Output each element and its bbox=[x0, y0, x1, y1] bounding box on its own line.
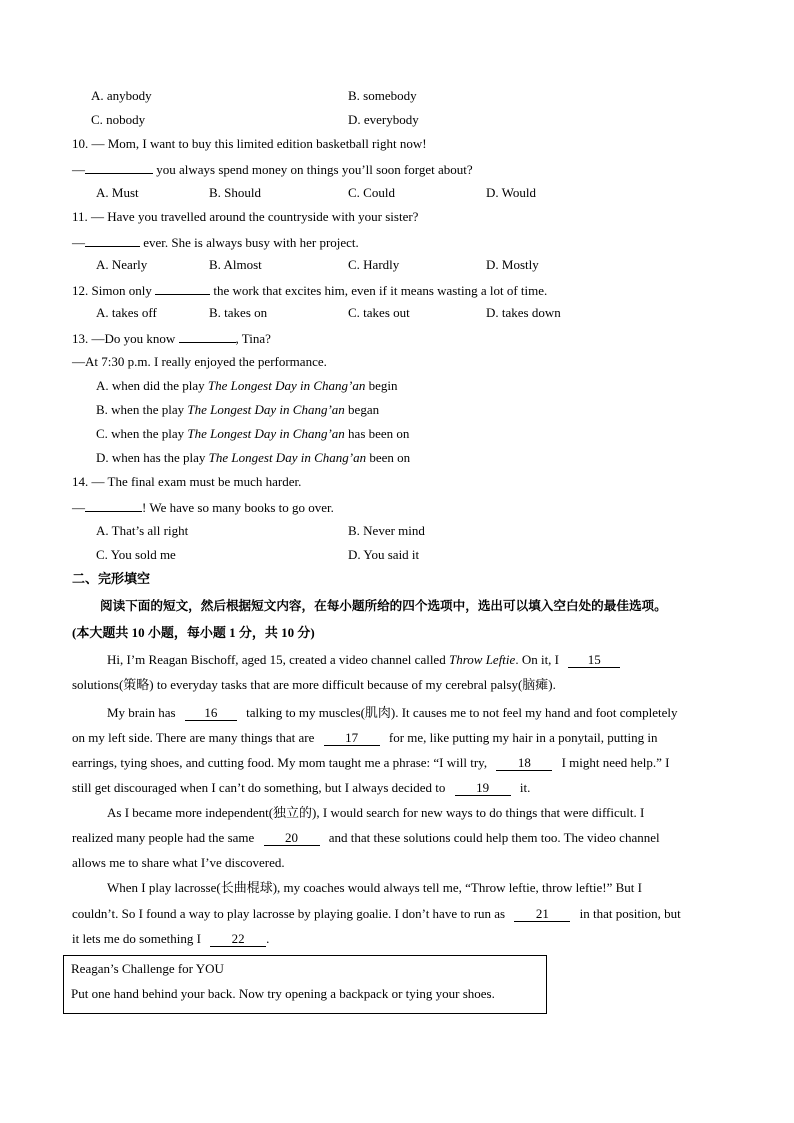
passage-line: realized many people had the same 20 and that these solutions could help them too. The video channel bbox=[72, 830, 660, 845]
q13-response: —At 7:30 p.m. I really enjoyed the performance. bbox=[72, 354, 327, 369]
cloze-blank-16: 16 bbox=[185, 706, 237, 721]
q11-stem: 11. — Have you travelled around the countryside with your sister? bbox=[72, 209, 419, 224]
passage-line: Hi, I’m Reagan Bischoff, aged 15, created a video channel called Throw Leftie. On it, I 15 bbox=[107, 652, 620, 668]
passage-line: My brain has 16 talking to my muscles(肌肉). It causes me to not feel my hand and foot completely bbox=[107, 705, 678, 720]
cloze-blank-18: 18 bbox=[496, 756, 552, 771]
q12-option-b: B. takes on bbox=[209, 305, 268, 320]
passage-line: allows me to share what I’ve discovered. bbox=[72, 855, 285, 870]
play-title: The Longest Day in Chang’an bbox=[208, 450, 367, 465]
q12-option-d: D. takes down bbox=[486, 305, 561, 320]
cloze-blank-22: 22 bbox=[210, 932, 266, 947]
section-scoring: (本大题共 10 小题，每小题 1 分，共 10 分) bbox=[72, 625, 315, 640]
q10-stem: 10. — Mom, I want to buy this limited edition basketball right now! bbox=[72, 136, 427, 151]
section-heading: 二、完形填空 bbox=[72, 571, 151, 586]
passage-line: it lets me do something I 22 . bbox=[72, 931, 270, 946]
q14-option-b: B. Never mind bbox=[348, 523, 425, 538]
q11-option-b: B. Almost bbox=[209, 257, 262, 272]
passage-line: couldn’t. So I found a way to play lacrosse by playing goalie. I don’t have to run as 21 in that position, but bbox=[72, 906, 681, 921]
q10-option-a: A. Must bbox=[96, 185, 139, 200]
q9-option-c: C. nobody bbox=[91, 112, 146, 127]
q13-option-d: D. when has the play The Longest Day in Chang’an been on bbox=[96, 450, 411, 465]
q10-option-c: C. Could bbox=[348, 185, 395, 200]
cloze-blank-20: 20 bbox=[264, 831, 320, 846]
q13-option-b: B. when the play The Longest Day in Chang’an began bbox=[96, 402, 380, 417]
cloze-blank-19: 19 bbox=[455, 781, 511, 796]
q13-option-a: A. when did the play The Longest Day in Chang’an begin bbox=[96, 378, 398, 393]
passage-line: As I became more independent(独立的), I would search for new ways to do things that were difficult. I bbox=[107, 805, 645, 820]
passage-line: When I play lacrosse(长曲棍球), my coaches would always tell me, “Throw leftie, throw leftie!” But I bbox=[107, 880, 642, 895]
q12-option-c: C. takes out bbox=[348, 305, 410, 320]
challenge-title: Reagan’s Challenge for YOU bbox=[71, 961, 224, 976]
passage-line: on my left side. There are many things that are 17 for me, like putting my hair in a ponytail, putting in bbox=[72, 730, 658, 745]
passage-line: earrings, tying shoes, and cutting food. My mom taught me a phrase: “I will try, 18 I might need help.” I bbox=[72, 755, 670, 770]
q14-stem: 14. — The final exam must be much harder. bbox=[72, 474, 302, 489]
q9-option-a: A. anybody bbox=[91, 88, 152, 103]
q14-response: — ! We have so many books to go over. bbox=[72, 500, 334, 515]
challenge-box bbox=[63, 955, 547, 1014]
q13-stem: 13. —Do you know , Tina? bbox=[72, 331, 271, 346]
cloze-blank-17: 17 bbox=[324, 731, 380, 746]
answer-blank bbox=[85, 498, 142, 512]
q11-option-a: A. Nearly bbox=[96, 257, 148, 272]
q14-option-a: A. That’s all right bbox=[96, 523, 189, 538]
q9-option-d: D. everybody bbox=[348, 112, 419, 127]
q10-option-d: D. Would bbox=[486, 185, 536, 200]
play-title: The Longest Day in Chang’an bbox=[187, 402, 345, 417]
q14-option-c: C. You sold me bbox=[96, 547, 176, 562]
answer-blank bbox=[85, 160, 153, 174]
channel-name: Throw Leftie bbox=[448, 652, 516, 667]
answer-blank bbox=[85, 233, 140, 247]
q14-option-d: D. You said it bbox=[348, 547, 420, 562]
q10-option-b: B. Should bbox=[209, 185, 262, 200]
q9-option-b: B. somebody bbox=[348, 88, 417, 103]
q13-option-c: C. when the play The Longest Day in Chang’an has been on bbox=[96, 426, 410, 441]
q12-stem: 12. Simon only the work that excites him, even if it means wasting a lot of time. bbox=[72, 283, 548, 298]
q11-option-c: C. Hardly bbox=[348, 257, 400, 272]
cloze-blank-21: 21 bbox=[514, 907, 570, 922]
answer-blank bbox=[179, 329, 236, 343]
section-instruction: 阅读下面的短文，然后根据短文内容，在每小题所给的四个选项中，选出可以填入空白处的最佳选项。 bbox=[100, 599, 667, 613]
play-title: The Longest Day in Chang’an bbox=[207, 378, 366, 393]
cloze-blank-15: 15 bbox=[568, 653, 620, 668]
challenge-body: Put one hand behind your back. Now try opening a backpack or tying your shoes. bbox=[71, 986, 495, 1001]
play-title: The Longest Day in Chang’an bbox=[187, 426, 345, 441]
passage-line: still get discouraged when I can’t do something, but I always decided to 19 it. bbox=[72, 780, 531, 795]
passage-line: solutions(策略) to everyday tasks that are more difficult because of my cerebral palsy(脑瘫). bbox=[72, 677, 556, 692]
q11-response: — ever. She is always busy with her project. bbox=[72, 235, 359, 250]
q11-option-d: D. Mostly bbox=[486, 257, 539, 272]
q12-option-a: A. takes off bbox=[96, 305, 157, 320]
q10-response: — you always spend money on things you’ll soon forget about? bbox=[72, 162, 473, 177]
answer-blank bbox=[155, 281, 210, 295]
